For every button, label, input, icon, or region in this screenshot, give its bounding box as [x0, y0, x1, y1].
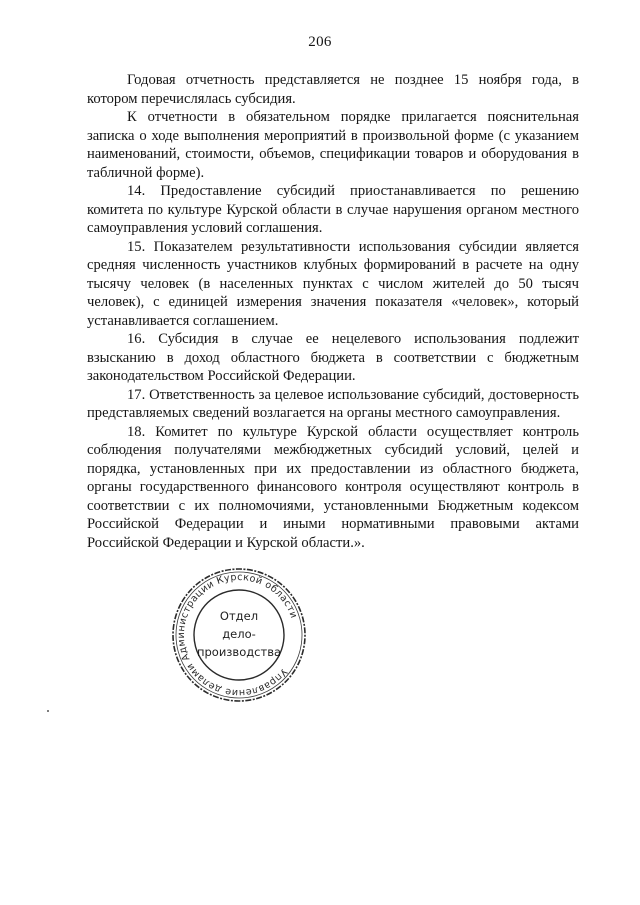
- official-stamp: [169, 565, 309, 705]
- stamp-center-line-3: производства: [196, 645, 282, 659]
- stamp-ring-text: Управление делами Администрации Курской области: [175, 571, 300, 699]
- page-number: 206: [308, 34, 332, 50]
- paragraph-item-17: 17. Ответственность за целевое использование субсидий, достоверность представляемых сведений возлагается на органы местного самоуправления.: [87, 386, 579, 421]
- scan-speck: [47, 710, 49, 712]
- paragraph-item-14: 14. Предоставление субсидий приостанавливается по решению комитета по культуре Курской области в случае нарушения органом местного самоуправления условий соглашения.: [87, 183, 579, 236]
- paragraph-item-16: 16. Субсидия в случае ее нецелевого использования подлежит взысканию в доход областного бюджета в соответствии с бюджетным законодательством Российской Федерации.: [87, 331, 579, 384]
- stamp-seal-icon: [169, 565, 309, 705]
- document-body: [87, 71, 579, 552]
- paragraph-item-18: 18. Комитет по культуре Курской области осуществляет контроль соблюдения получателями межбюджетных субсидий условий, целей и порядка, установленных при их предоставлении из областного бюджета, органы государственного финансового контроля осуществляют контроль в соответствии с их полномочиями, установленными Бюджетным кодексом Российской Федерации и иными нормативными правовыми актами Российской Федерации и Курской области.».: [87, 423, 579, 551]
- paragraph-annual-report: Годовая отчетность представляется не позднее 15 ноября года, в котором перечислялась субсидия.: [87, 72, 579, 107]
- stamp-center-line-2: дело-: [222, 627, 256, 641]
- paragraph-explanatory-note: К отчетности в обязательном порядке прилагается пояснительная записка о ходе выполнения мероприятий в произвольной форме (с указанием наименований, стоимости, объемов, спецификации товаров и оборудования в табличной форме).: [87, 109, 579, 181]
- paragraph-item-15: 15. Показателем результативности использования субсидии является средняя численность участников клубных формирований в расчете на одну тысячу человек (в населенных пунктах с числом жителей до 50 тысяч человек), с единицей измерения значения показателя «человек», который устанавливается соглашением.: [87, 238, 579, 329]
- stamp-center-line-1: Отдел: [219, 609, 259, 623]
